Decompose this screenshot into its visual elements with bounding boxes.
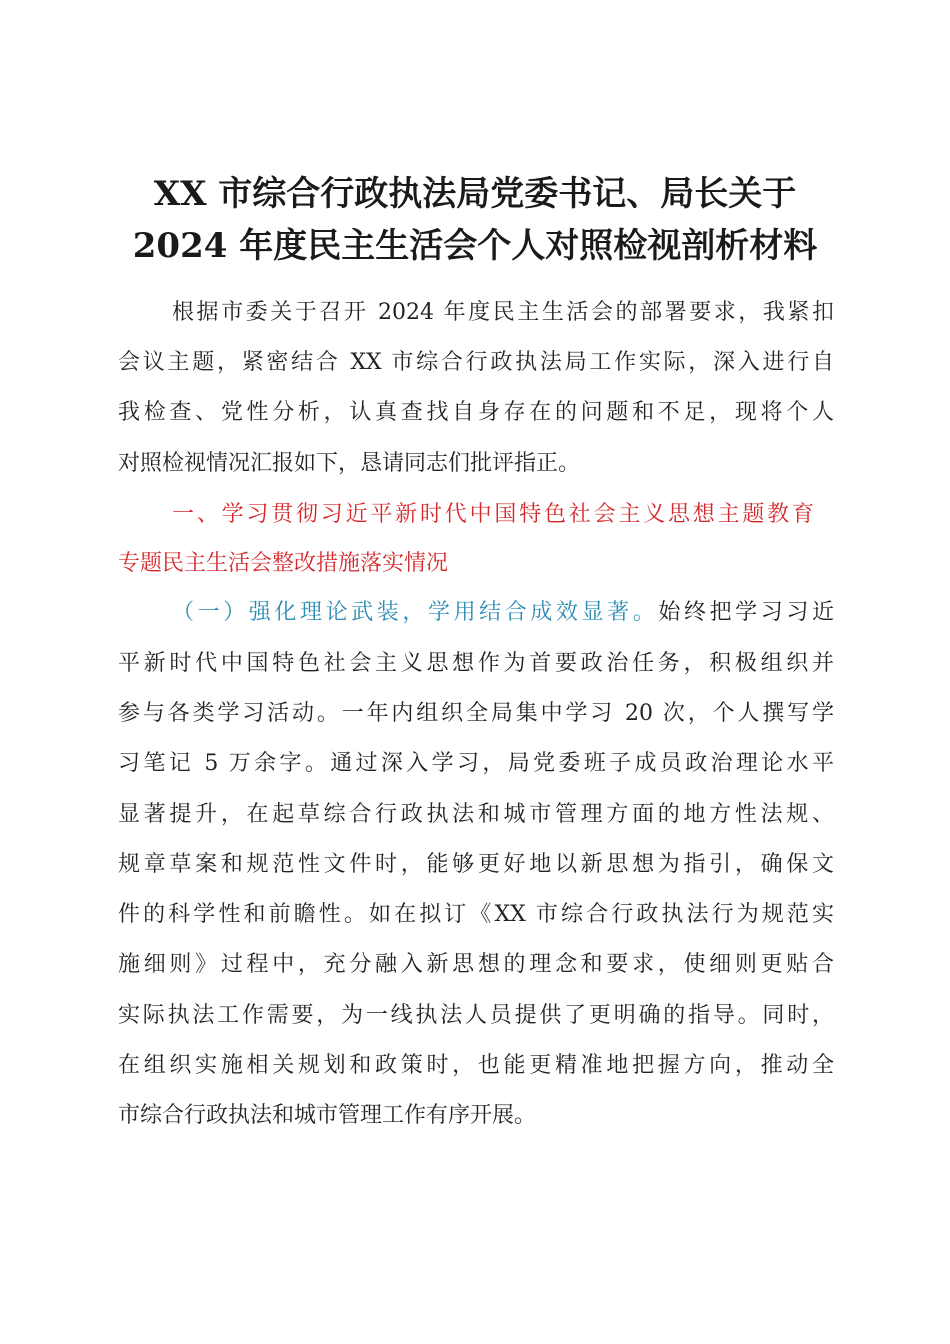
body-line: 规章草案和规范性文件时，能够更好地以新思想为指引，确保文 [118,852,834,877]
document-title-line-1: XX 市综合行政执法局党委书记、局长关于 [153,174,797,214]
section-1-heading-line-2: 专题民主生活会整改措施落实情况 [118,551,449,576]
body-line: 显著提升，在起草综合行政执法和城市管理方面的地方性法规、 [118,802,834,827]
document-title-line-2: 2024 年度民主生活会个人对照检视剖析材料 [132,226,818,266]
section-1-heading-line-1: 一、学习贯彻习近平新时代中国特色社会主义思想主题教育 [172,502,814,527]
body-line: 习笔记 5 万余字。通过深入学习，局党委班子成员政治理论水平 [118,751,834,776]
subsection-1-first-text: 始终把学习习近 [658,600,834,625]
intro-line: 对照检视情况汇报如下，恳请同志们批评指正。 [118,451,581,476]
body-line: 市综合行政执法和城市管理工作有序开展。 [118,1103,537,1128]
body-line: 实际执法工作需要，为一线执法人员提供了更明确的指导。同时， [118,1003,834,1028]
body-line: 施细则》过程中，充分融入新思想的理念和要求，使细则更贴合 [118,952,834,977]
subsection-1-first-line [172,598,834,628]
body-line: 件的科学性和前瞻性。如在拟订《XX 市综合行政执法行为规范实 [118,902,834,927]
body-line: 平新时代中国特色社会主义思想作为首要政治任务，积极组织并 [118,651,834,676]
body-line: 参与各类学习活动。一年内组织全局集中学习 20 次，个人撰写学 [118,701,834,726]
intro-line: 根据市委关于召开 2024 年度民主生活会的部署要求，我紧扣 [172,300,834,325]
body-line: 在组织实施相关规划和政策时，也能更精准地把握方向，推动全 [118,1053,834,1078]
intro-line: 会议主题，紧密结合 XX 市综合行政执法局工作实际，深入进行自 [118,350,834,375]
intro-line: 我检查、党性分析，认真查找自身存在的问题和不足，现将个人 [118,400,834,425]
subsection-1-heading: （一）强化理论武装，学用结合成效显著。 [172,600,659,625]
